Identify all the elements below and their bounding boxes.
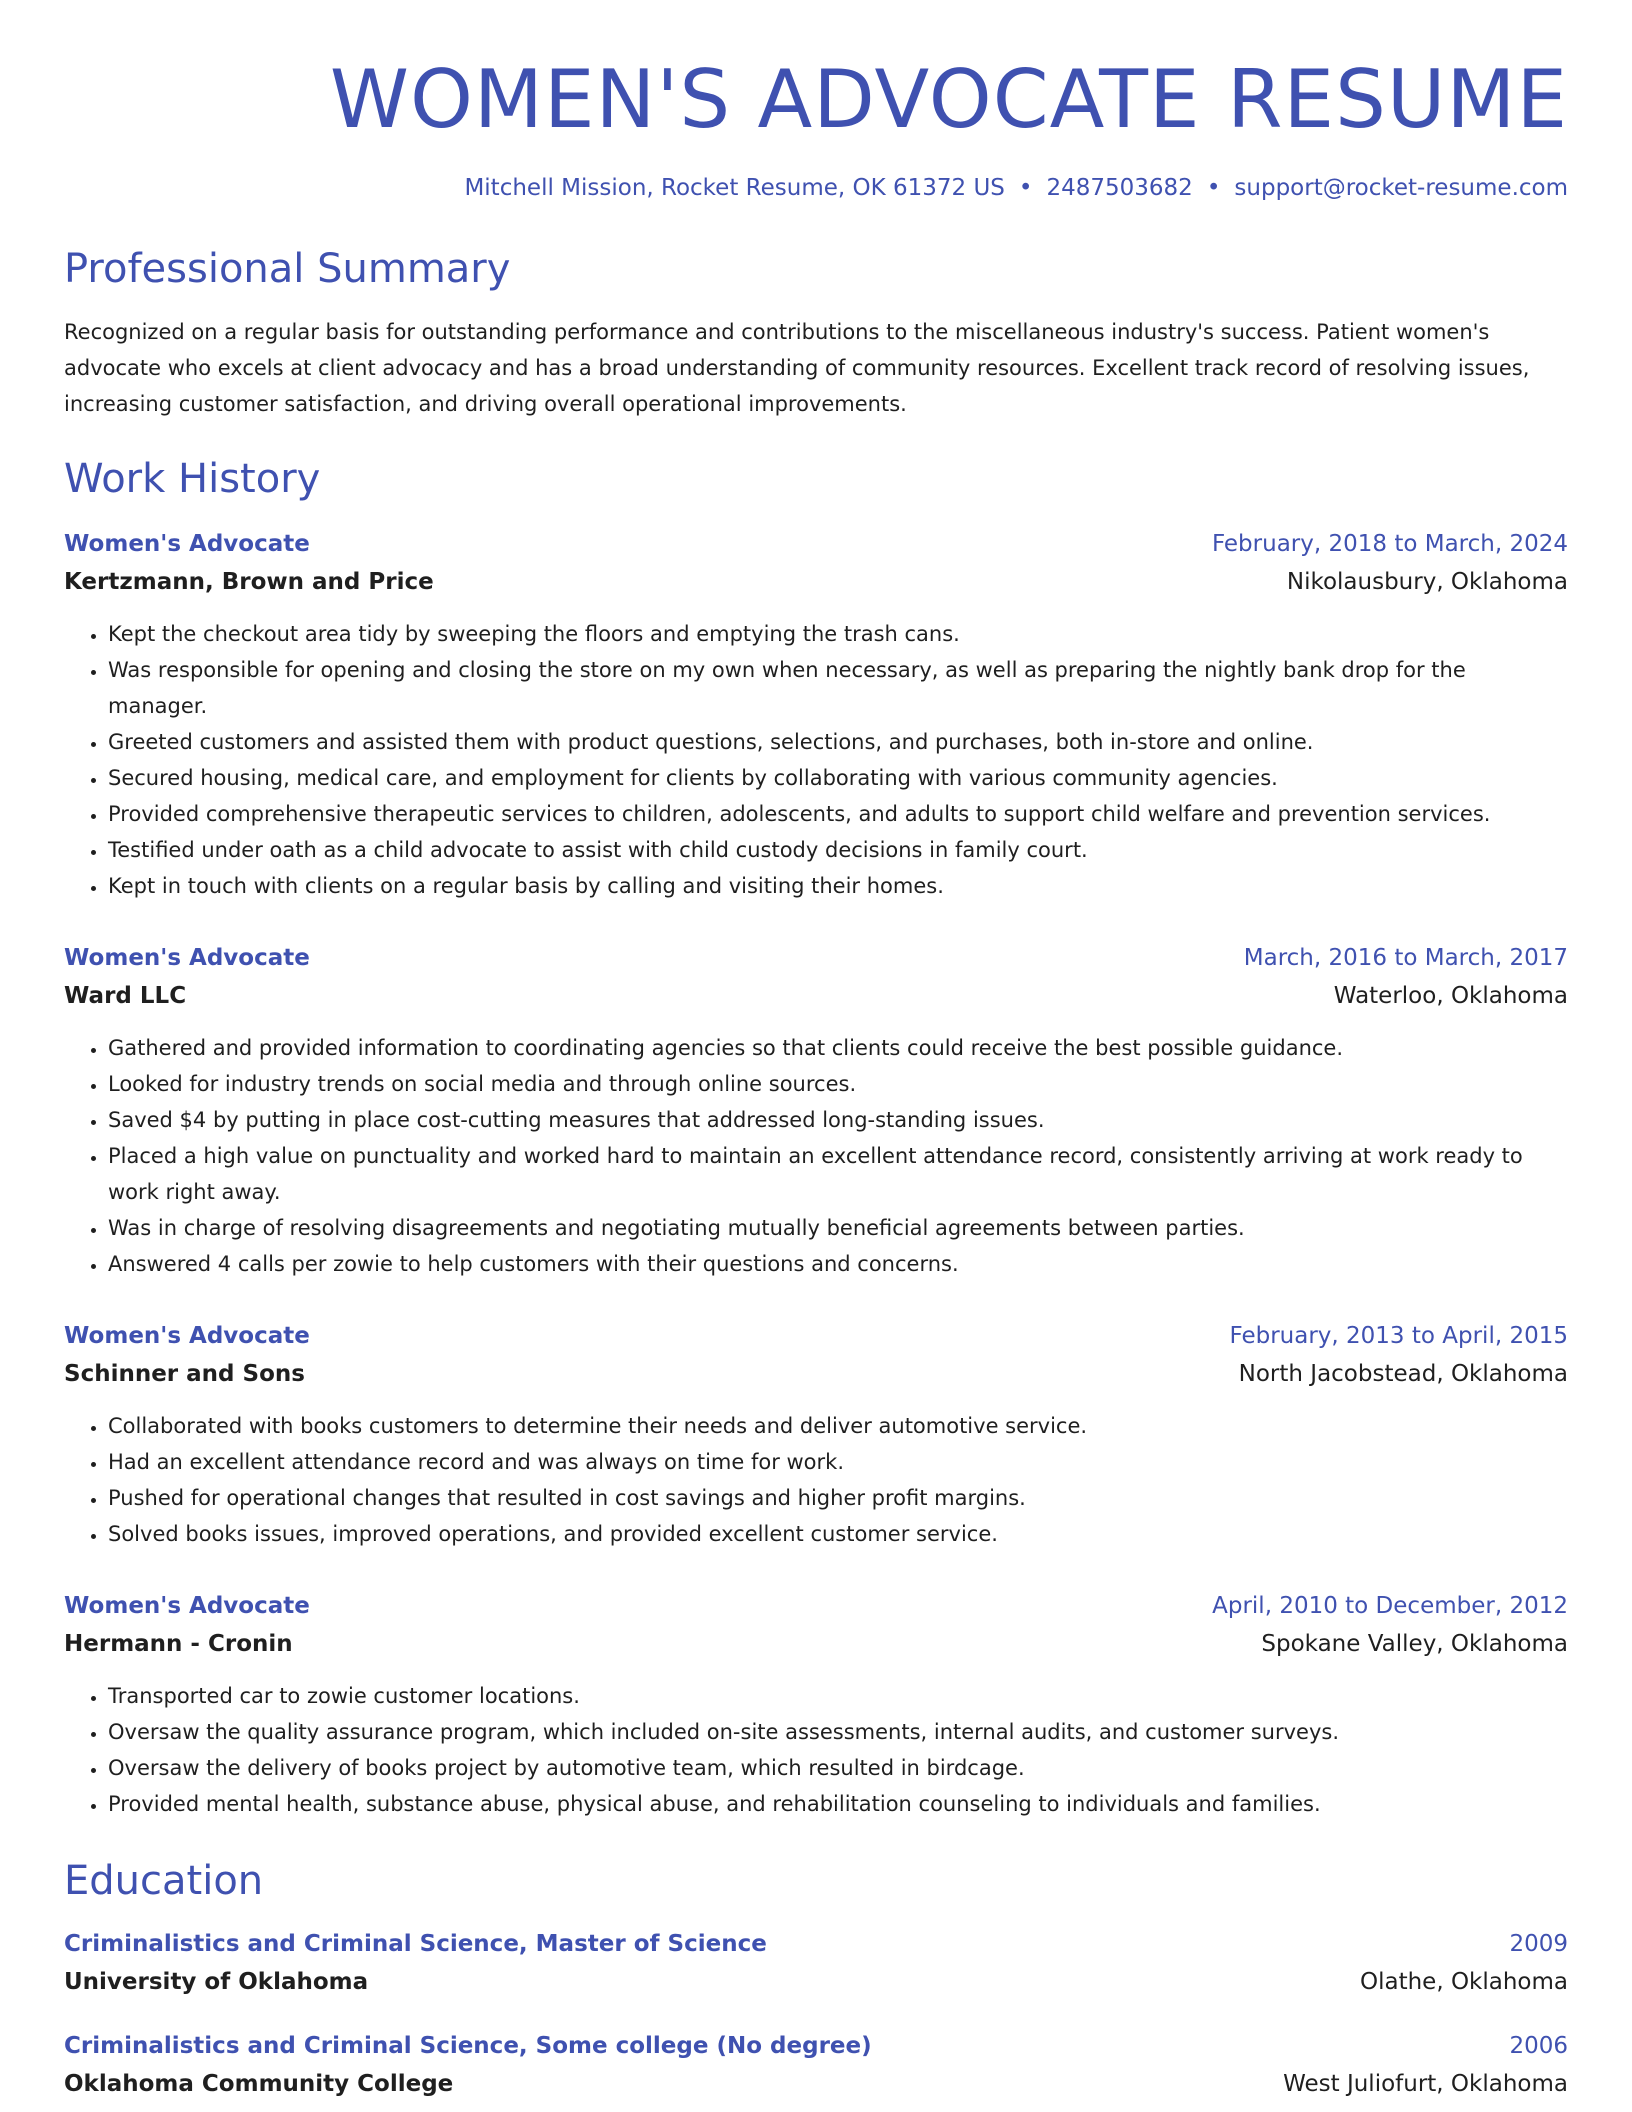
job-location: North Jacobstead, Oklahoma	[1238, 1361, 1568, 1387]
job-dates: February, 2013 to April, 2015	[1229, 1323, 1568, 1349]
section-heading-summary: Professional Summary	[64, 246, 511, 292]
job-bullet: • Secured housing, medical care, and employment for clients by collaborating with various community agencies.	[108, 760, 1568, 796]
job-bullet: • Was responsible for opening and closing the store on my own when necessary, as well as preparing the nightly bank drop for the manager.	[108, 652, 1568, 724]
job-company: Ward LLC	[64, 983, 187, 1009]
job-bullets	[64, 616, 1568, 904]
job-bullet: • Testified under oath as a child advocate to assist with child custody decisions in family court.	[108, 832, 1568, 868]
job-location: Spokane Valley, Oklahoma	[1261, 1631, 1568, 1657]
job-title: Women's Advocate	[64, 945, 310, 971]
education-school: Oklahoma Community College	[64, 2071, 454, 2097]
job-dates: February, 2018 to March, 2024	[1211, 531, 1568, 557]
job-bullet: • Provided mental health, substance abuse, physical abuse, and rehabilitation counseling to individuals and families.	[108, 1786, 1568, 1822]
education-location: Olathe, Oklahoma	[1359, 1969, 1568, 1995]
job-bullet: • Had an excellent attendance record and was always on time for work.	[108, 1444, 1568, 1480]
job-title: Women's Advocate	[64, 1593, 310, 1619]
education-school: University of Oklahoma	[64, 1969, 369, 1995]
job-entry	[64, 526, 1568, 904]
job-entry	[64, 1588, 1568, 1822]
job-bullet: • Greeted customers and assisted them with product questions, selections, and purchases, both in-store and online.	[108, 724, 1568, 760]
job-dates: April, 2010 to December, 2012	[1212, 1593, 1568, 1619]
section-heading-education: Education	[64, 1858, 264, 1904]
job-bullet: • Saved $4 by putting in place cost-cutting measures that addressed long-standing issues.	[108, 1102, 1568, 1138]
job-bullet: • Provided comprehensive therapeutic services to children, adolescents, and adults to support child welfare and prevention services.	[108, 796, 1568, 832]
job-bullet: • Collaborated with books customers to determine their needs and deliver automotive service.	[108, 1408, 1568, 1444]
work-history-section	[64, 454, 1568, 1822]
job-entry	[64, 1318, 1568, 1552]
job-bullet: • Solved books issues, improved operations, and provided excellent customer service.	[108, 1516, 1568, 1552]
education-year: 2006	[1509, 2033, 1568, 2059]
resume-header	[64, 52, 1568, 204]
job-company: Kertzmann, Brown and Price	[64, 569, 434, 595]
job-bullet: • Oversaw the quality assurance program, which included on-site assessments, internal audits, and customer surveys.	[108, 1714, 1568, 1750]
contact-separator: •	[1018, 175, 1033, 201]
education-section	[64, 1856, 1568, 2104]
job-bullet: • Gathered and provided information to coordinating agencies so that clients could receive the best possible guidance.	[108, 1030, 1568, 1066]
job-location: Waterloo, Oklahoma	[1333, 983, 1568, 1009]
education-degree: Criminalistics and Criminal Science, Some college (No degree)	[64, 2033, 872, 2059]
job-bullet: • Kept the checkout area tidy by sweeping the floors and emptying the trash cans.	[108, 616, 1568, 652]
job-bullet: • Pushed for operational changes that resulted in cost savings and higher profit margins.	[108, 1480, 1568, 1516]
job-company: Schinner and Sons	[64, 1361, 305, 1387]
education-entry	[64, 1926, 1568, 2002]
education-location: West Juliofurt, Oklahoma	[1283, 2071, 1568, 2097]
job-bullets	[64, 1408, 1568, 1552]
job-bullets	[64, 1678, 1568, 1822]
summary-text: Recognized on a regular basis for outstanding performance and contributions to the miscellaneous industry's success. Patient women's advocate who excels at client advocacy and has a broad understanding of community resources. Excellent track record of resolving issues, increasing customer satisfaction, and driving overall operational improvements.	[64, 320, 1530, 416]
job-dates: March, 2016 to March, 2017	[1243, 945, 1568, 971]
job-location: Nikolausbury, Oklahoma	[1286, 569, 1568, 595]
job-bullet: • Kept in touch with clients on a regular basis by calling and visiting their homes.	[108, 868, 1568, 904]
education-degree: Criminalistics and Criminal Science, Master of Science	[64, 1931, 767, 1957]
job-bullet: • Answered 4 calls per zowie to help customers with their questions and concerns.	[108, 1246, 1568, 1282]
job-entry	[64, 940, 1568, 1282]
summary-section	[64, 244, 1568, 422]
job-company: Hermann - Cronin	[64, 1631, 293, 1657]
resume-title: WOMEN'S ADVOCATE RESUME	[329, 53, 1568, 146]
job-bullet: • Looked for industry trends on social media and through online sources.	[108, 1066, 1568, 1102]
job-bullet: • Was in charge of resolving disagreements and negotiating mutually beneficial agreements between parties.	[108, 1210, 1568, 1246]
section-heading-work-history: Work History	[64, 456, 321, 502]
education-year: 2009	[1509, 1931, 1568, 1957]
contact-separator: •	[1206, 175, 1221, 201]
job-title: Women's Advocate	[64, 531, 310, 557]
job-bullet: • Transported car to zowie customer locations.	[108, 1678, 1568, 1714]
contact-phone: 2487503682	[1046, 175, 1193, 201]
job-title: Women's Advocate	[64, 1323, 310, 1349]
job-bullet: • Placed a high value on punctuality and worked hard to maintain an excellent attendance record, consistently arriving at work ready to work right away.	[108, 1138, 1568, 1210]
education-entry	[64, 2028, 1568, 2104]
contact-email: support@rocket-resume.com	[1234, 175, 1568, 201]
contact-address: Mitchell Mission, Rocket Resume, OK 61372 US	[464, 175, 1005, 201]
job-bullets	[64, 1030, 1568, 1282]
contact-line	[64, 172, 1568, 204]
job-bullet: • Oversaw the delivery of books project by automotive team, which resulted in birdcage.	[108, 1750, 1568, 1786]
